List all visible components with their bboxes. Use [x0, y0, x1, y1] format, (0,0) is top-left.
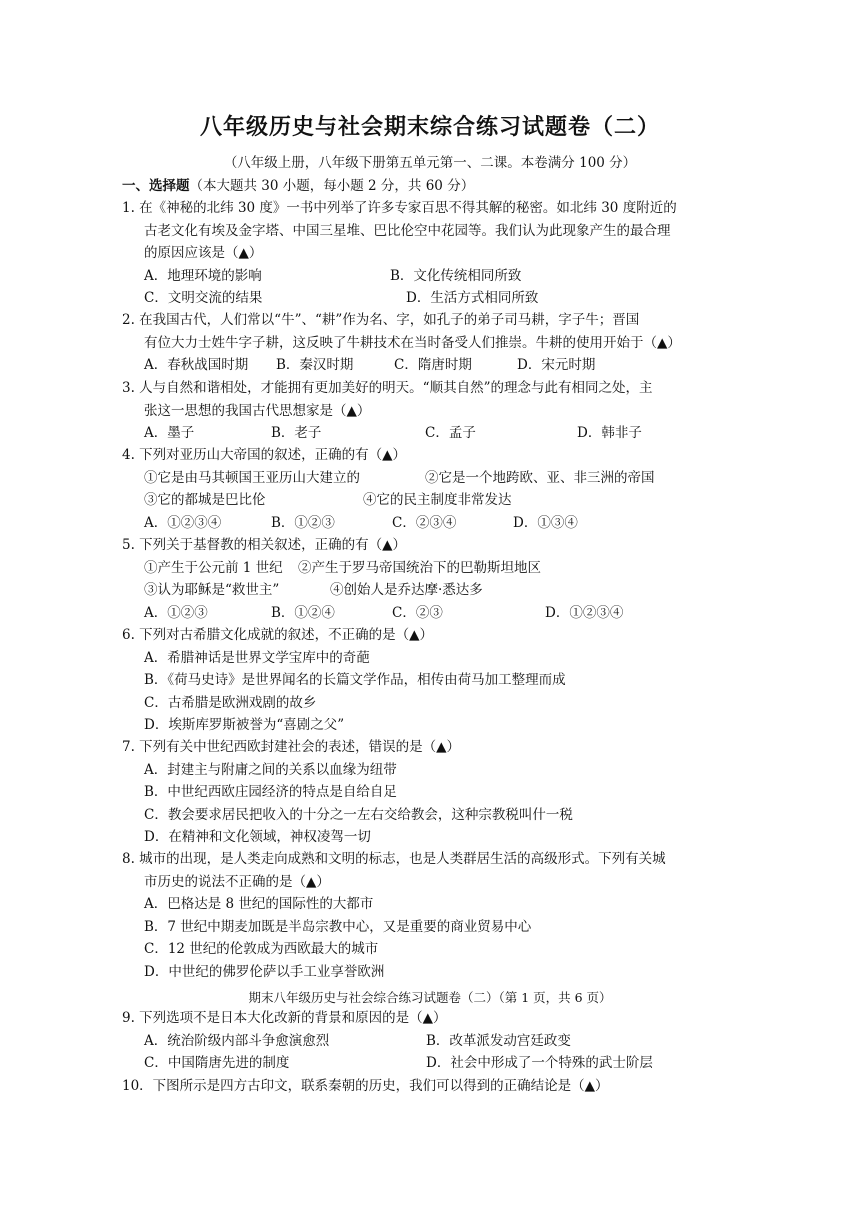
option-c: C．教会要求居民把收入的十分之一左右交给教会，这种宗教税叫什一税: [144, 806, 573, 823]
page-title: 八年级历史与社会期末综合练习试题卷（二）: [199, 114, 660, 140]
option-a: A．统治阶级内部斗争愈演愈烈: [144, 1032, 330, 1049]
option-a: A．地理环境的影响: [144, 267, 262, 284]
option-c: C．文明交流的结果: [144, 290, 263, 306]
option-d: D．社会中形成了一个特殊的武士阶层: [426, 1055, 653, 1071]
option-row: [122, 422, 750, 445]
question-stem: 6. 下列对古希腊文化成就的叙述，不正确的是（▲）: [122, 627, 434, 643]
question-stem: 7. 下列有关中世纪西欧封建社会的表述，错误的是（▲）: [122, 739, 461, 755]
question-7: [122, 736, 750, 849]
question-stem: 5. 下列关于基督教的相关叙述，正确的有（▲）: [122, 537, 407, 553]
statement-item: ④它的民主制度非常发达: [363, 492, 512, 508]
option-d: D．①②③④: [545, 604, 624, 621]
option-c: C．古希腊是欧洲戏剧的故乡: [144, 694, 317, 711]
section-heading: [122, 175, 474, 198]
option-d: D．宋元时期: [517, 357, 596, 373]
page-footer: 期末八年级历史与社会综合练习试题卷（二）（第 1 页，共 6 页）: [248, 990, 612, 1005]
option-a: A．希腊神话是世界文学宝库中的奇葩: [144, 649, 370, 666]
question-4: [122, 444, 750, 534]
item-row: [122, 467, 750, 490]
option-row: [122, 512, 750, 535]
section-title: 一、选择题: [122, 178, 190, 194]
option-d: D．生活方式相同所致: [406, 290, 539, 306]
question-stem: 4. 下列对亚历山大帝国的叙述，正确的有（▲）: [122, 447, 407, 463]
option-row: [122, 265, 750, 288]
question-3: [122, 377, 750, 445]
option-b: B．中世纪西欧庄园经济的特点是自给自足: [144, 784, 397, 800]
option-b: B．秦汉时期: [276, 357, 354, 373]
option-b: B．文化传统相同所致: [390, 267, 522, 284]
section-note: （本大题共 30 小题，每小题 2 分，共 60 分）: [189, 178, 475, 194]
page-subtitle: （八年级上册，八年级下册第五单元第一、二课。本卷满分 100 分）: [223, 155, 637, 171]
item-row: [122, 489, 750, 512]
statement-item: ③它的都城是巴比伦: [144, 492, 266, 508]
question-stem: 3. 人与自然和谐相处，才能拥有更加美好的明天。“顺其自然”的理念与此有相同之处，主 张这一思想的我国古代思想家是（▲）: [122, 380, 653, 419]
statement-item: ①产生于公元前 1 世纪: [144, 559, 283, 576]
question-5: [122, 534, 750, 624]
statement-item: ②它是一个地跨欧、亚、非三洲的帝国: [425, 469, 655, 486]
question-10: [122, 1075, 750, 1098]
question-stem: 1. 在《神秘的北纬 30 度》一书中列举了许多专家百思不得其解的秘密。如北纬 30 度附近的 古老文化有埃及金字塔、中国三星堆、巴比伦空中花园等。我们认为此现象产生的最合理 的原因应该是（▲）: [122, 200, 677, 261]
option-row: [122, 1052, 750, 1075]
question-2: [122, 309, 750, 377]
option-a: A．墨子: [144, 425, 195, 441]
statement-item: ③认为耶稣是“救世主”: [144, 582, 280, 598]
statement-item: ②产生于罗马帝国统治下的巴勒斯坦地区: [298, 559, 541, 576]
option-b: B．老子: [271, 425, 322, 441]
statement-item: ①它是由马其顿国王亚历山大建立的: [144, 469, 360, 486]
option-b: B．7 世纪中期麦加既是半岛宗教中心，又是重要的商业贸易中心: [144, 918, 532, 935]
option-c: C．中国隋唐先进的制度: [144, 1055, 290, 1071]
question-8: [122, 848, 750, 983]
option-c: C．②③④: [392, 514, 457, 531]
option-d: D．中世纪的佛罗伦萨以手工业享誉欧洲: [144, 963, 385, 980]
question-stem: 9. 下列选项不是日本大化改新的背景和原因的是（▲）: [122, 1010, 447, 1026]
option-row: [122, 287, 750, 310]
option-c: C．12 世纪的伦敦成为西欧最大的城市: [144, 941, 379, 957]
option-a: A．春秋战国时期: [144, 357, 249, 373]
option-a: A．巴格达是 8 世纪的国际性的大都市: [144, 896, 374, 912]
option-a: A．封建主与附庸之间的关系以血缘为纽带: [144, 761, 397, 778]
item-row: [122, 579, 750, 602]
question-stem: 2. 在我国古代，人们常以“牛”、“耕”作为名、字，如孔子的弟子司马耕，字子牛；晋国 有位大力士姓牛字子耕，这反映了牛耕技术在当时备受人们推崇。牛耕的使用开始于（▲）: [122, 312, 681, 351]
statement-item: ④创始人是乔达摩·悉达多: [330, 582, 483, 598]
question-stem: 8. 城市的出现，是人类走向成熟和文明的标志，也是人类群居生活的高级形式。下列有关城 市历史的说法不正确的是（▲）: [122, 851, 666, 890]
option-row: [122, 602, 750, 625]
option-c: C．隋唐时期: [394, 357, 472, 373]
option-d: D．埃斯库罗斯被誉为“喜剧之父”: [144, 717, 345, 733]
option-row: [122, 1030, 750, 1053]
option-row: [122, 354, 750, 377]
option-d: D．在精神和文化领域，神权凌驾一切: [144, 829, 371, 845]
option-d: D．①③④: [513, 514, 578, 531]
item-row: [122, 557, 750, 580]
option-b: B．《荷马史诗》是世界闻名的长篇文学作品，相传由荷马加工整理而成: [144, 672, 566, 688]
option-a: A．①②③④: [144, 514, 222, 531]
option-c: C．②③: [392, 604, 443, 621]
question-1: [122, 197, 750, 310]
question-stem: 10．下图所示是四方古印文，联系秦朝的历史，我们可以得到的正确结论是（▲）: [122, 1078, 609, 1094]
option-b: B．①②④: [271, 604, 335, 621]
option-b: B．改革派发动宫廷政变: [426, 1032, 571, 1049]
option-d: D．韩非子: [577, 425, 642, 441]
option-a: A．①②③: [144, 604, 208, 621]
option-b: B．①②③: [271, 514, 335, 531]
question-6: [122, 624, 750, 737]
option-c: C．孟子: [425, 425, 476, 441]
question-9: [122, 1007, 750, 1075]
